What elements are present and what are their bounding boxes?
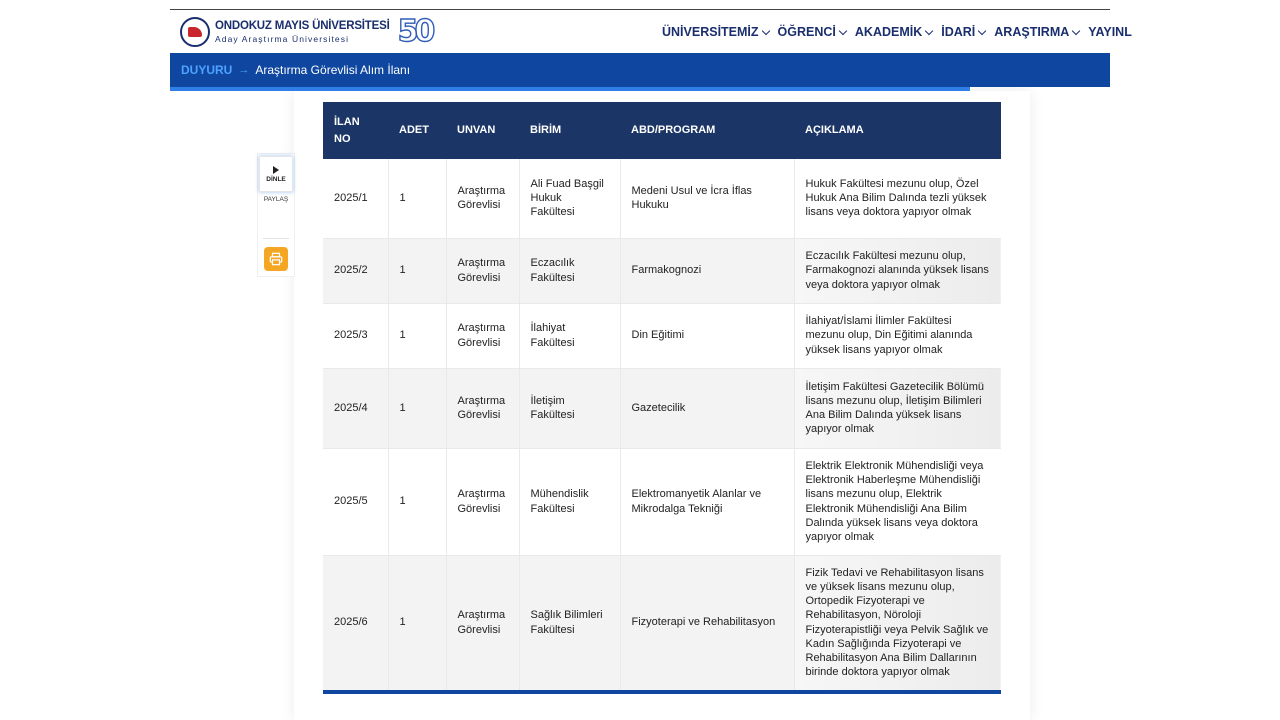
arrow-right-icon: → <box>238 64 250 76</box>
side-toolbar <box>257 153 295 277</box>
cell-adet: 1 <box>388 238 446 303</box>
site-header <box>170 9 1132 53</box>
anniversary-badge: 50 <box>397 14 432 49</box>
cell-birim: İlahiyat Fakültesi <box>519 303 620 368</box>
print-button[interactable] <box>264 247 288 271</box>
cell-unvan: Araştırma Görevlisi <box>446 368 519 448</box>
nav-item-yayinlar[interactable] <box>1088 25 1132 39</box>
logo-subtitle: Aday Araştırma Üniversitesi <box>215 33 350 44</box>
breadcrumb-home-link[interactable]: DUYURU <box>181 63 233 77</box>
nav-item-label: ÖĞRENCİ <box>777 25 836 39</box>
cell-unvan: Araştırma Görevlisi <box>446 555 519 690</box>
logo-text <box>215 21 390 43</box>
cell-adet: 1 <box>388 368 446 448</box>
cell-unvan: Araştırma Görevlisi <box>446 238 519 303</box>
nav-item-label: YAYINL <box>1088 25 1132 39</box>
breadcrumb <box>181 53 410 87</box>
nav-item-akademik[interactable] <box>855 25 932 39</box>
nav-item-label: AKADEMİK <box>854 25 923 39</box>
listen-label: DİNLE <box>266 175 286 183</box>
cell-birim: Ali Fuad Başgil Hukuk Fakültesi <box>519 159 620 238</box>
chevron-down-icon <box>925 26 933 34</box>
cell-aciklama: Fizik Tedavi ve Rehabilitasyon lisans ve yüksek lisans mezunu olup, Ortopedik Fizyoterapi ve Rehabilitasyon, Nöroloji Fizyoterapistliği veya Pelvik Sağlık ve Kadın Sağlığında Fizyoterapi ve Rehabilitasyon Ana Bilim Dallarının birinde doktora yapıyor olmak <box>794 555 1001 690</box>
nav-item-idari[interactable] <box>941 25 985 39</box>
chevron-down-icon <box>761 26 769 34</box>
cell-ilan-no: 2025/4 <box>323 368 388 448</box>
chevron-down-icon <box>1072 26 1080 34</box>
nav-item-universitemiz[interactable] <box>662 25 769 39</box>
column-header-aciklama: AÇIKLAMA <box>794 102 1001 159</box>
cell-adet: 1 <box>388 555 446 690</box>
cell-aciklama: İlahiyat/İslami İlimler Fakültesi mezunu olup, Din Eğitimi alanında yüksek lisans yapıyor olmak <box>794 303 1001 368</box>
nav-item-label: ÜNİVERSİTEMİZ <box>662 25 759 39</box>
table-row <box>323 368 1001 448</box>
chevron-down-icon <box>839 26 847 34</box>
nav-item-arastirma[interactable] <box>994 25 1079 39</box>
column-header-unvan: UNVAN <box>446 102 519 159</box>
table-row <box>323 448 1001 555</box>
cell-adet: 1 <box>388 448 446 555</box>
table-row <box>323 555 1001 690</box>
column-header-ilan-no: İLAN NO <box>323 102 388 159</box>
cell-birim: Mühendislik Fakültesi <box>519 448 620 555</box>
university-logo[interactable] <box>180 15 431 49</box>
cell-adet: 1 <box>388 159 446 238</box>
table-row <box>323 159 1001 238</box>
cell-birim: Sağlık Bilimleri Fakültesi <box>519 555 620 690</box>
table-row <box>323 238 1001 303</box>
listen-button[interactable] <box>259 156 293 192</box>
cell-unvan: Araştırma Görevlisi <box>446 159 519 238</box>
breadcrumb-bar <box>170 53 1110 87</box>
breadcrumb-accent-line <box>170 87 970 91</box>
cell-ilan-no: 2025/3 <box>323 303 388 368</box>
breadcrumb-current: Araştırma Görevlisi Alım İlanı <box>255 63 411 77</box>
cell-adet: 1 <box>388 303 446 368</box>
column-header-adet: ADET <box>388 102 446 159</box>
share-button[interactable]: PAYLAŞ <box>263 196 289 203</box>
cell-unvan: Araştırma Görevlisi <box>446 448 519 555</box>
cell-program: Fizyoterapi ve Rehabilitasyon <box>620 555 794 690</box>
university-seal-icon <box>180 17 210 47</box>
table-row <box>323 303 1001 368</box>
nav-item-label: ARAŞTIRMA <box>994 25 1070 39</box>
cell-ilan-no: 2025/6 <box>323 555 388 690</box>
cell-ilan-no: 2025/2 <box>323 238 388 303</box>
cell-program: Elektromanyetik Alanlar ve Mikrodalga Tekniği <box>620 448 794 555</box>
cell-program: Din Eğitimi <box>620 303 794 368</box>
cell-aciklama: Hukuk Fakültesi mezunu olup, Özel Hukuk Ana Bilim Dalında tezli yüksek lisans veya doktora yapıyor olmak <box>794 159 1001 238</box>
printer-icon <box>269 252 283 266</box>
column-header-program: ABD/PROGRAM <box>620 102 794 159</box>
cell-aciklama: Eczacılık Fakültesi mezunu olup, Farmakognozi alanında yüksek lisans veya doktora yapıyor olmak <box>794 238 1001 303</box>
main-nav <box>662 10 1132 54</box>
play-icon <box>273 166 279 174</box>
cell-program: Medeni Usul ve İcra İflas Hukuku <box>620 159 794 238</box>
cell-birim: Eczacılık Fakültesi <box>519 238 620 303</box>
cell-birim: İletişim Fakültesi <box>519 368 620 448</box>
announcement-table <box>323 102 1001 691</box>
side-divider <box>263 238 289 239</box>
chevron-down-icon <box>978 26 986 34</box>
table-header-row <box>323 102 1001 159</box>
logo-name: ONDOKUZ MAYIS ÜNİVERSİTESİ <box>215 20 390 32</box>
column-header-birim: BİRİM <box>519 102 620 159</box>
cell-program: Gazetecilik <box>620 368 794 448</box>
nav-item-ogrenci[interactable] <box>778 25 846 39</box>
table-bottom-border <box>323 690 1001 694</box>
cell-unvan: Araştırma Görevlisi <box>446 303 519 368</box>
cell-ilan-no: 2025/5 <box>323 448 388 555</box>
cell-program: Farmakognozi <box>620 238 794 303</box>
cell-aciklama: İletişim Fakültesi Gazetecilik Bölümü lisans mezunu olup, İletişim Bilimleri Ana Bilim Dalında yüksek lisans yapıyor olmak <box>794 368 1001 448</box>
cell-aciklama: Elektrik Elektronik Mühendisliği veya Elektronik Haberleşme Mühendisliği lisans mezunu olup, Elektrik Elektronik Mühendisliği Ana Bilim Dalında yüksek lisans veya doktora yapıyor olmak <box>794 448 1001 555</box>
cell-ilan-no: 2025/1 <box>323 159 388 238</box>
nav-item-label: İDARİ <box>941 25 976 39</box>
